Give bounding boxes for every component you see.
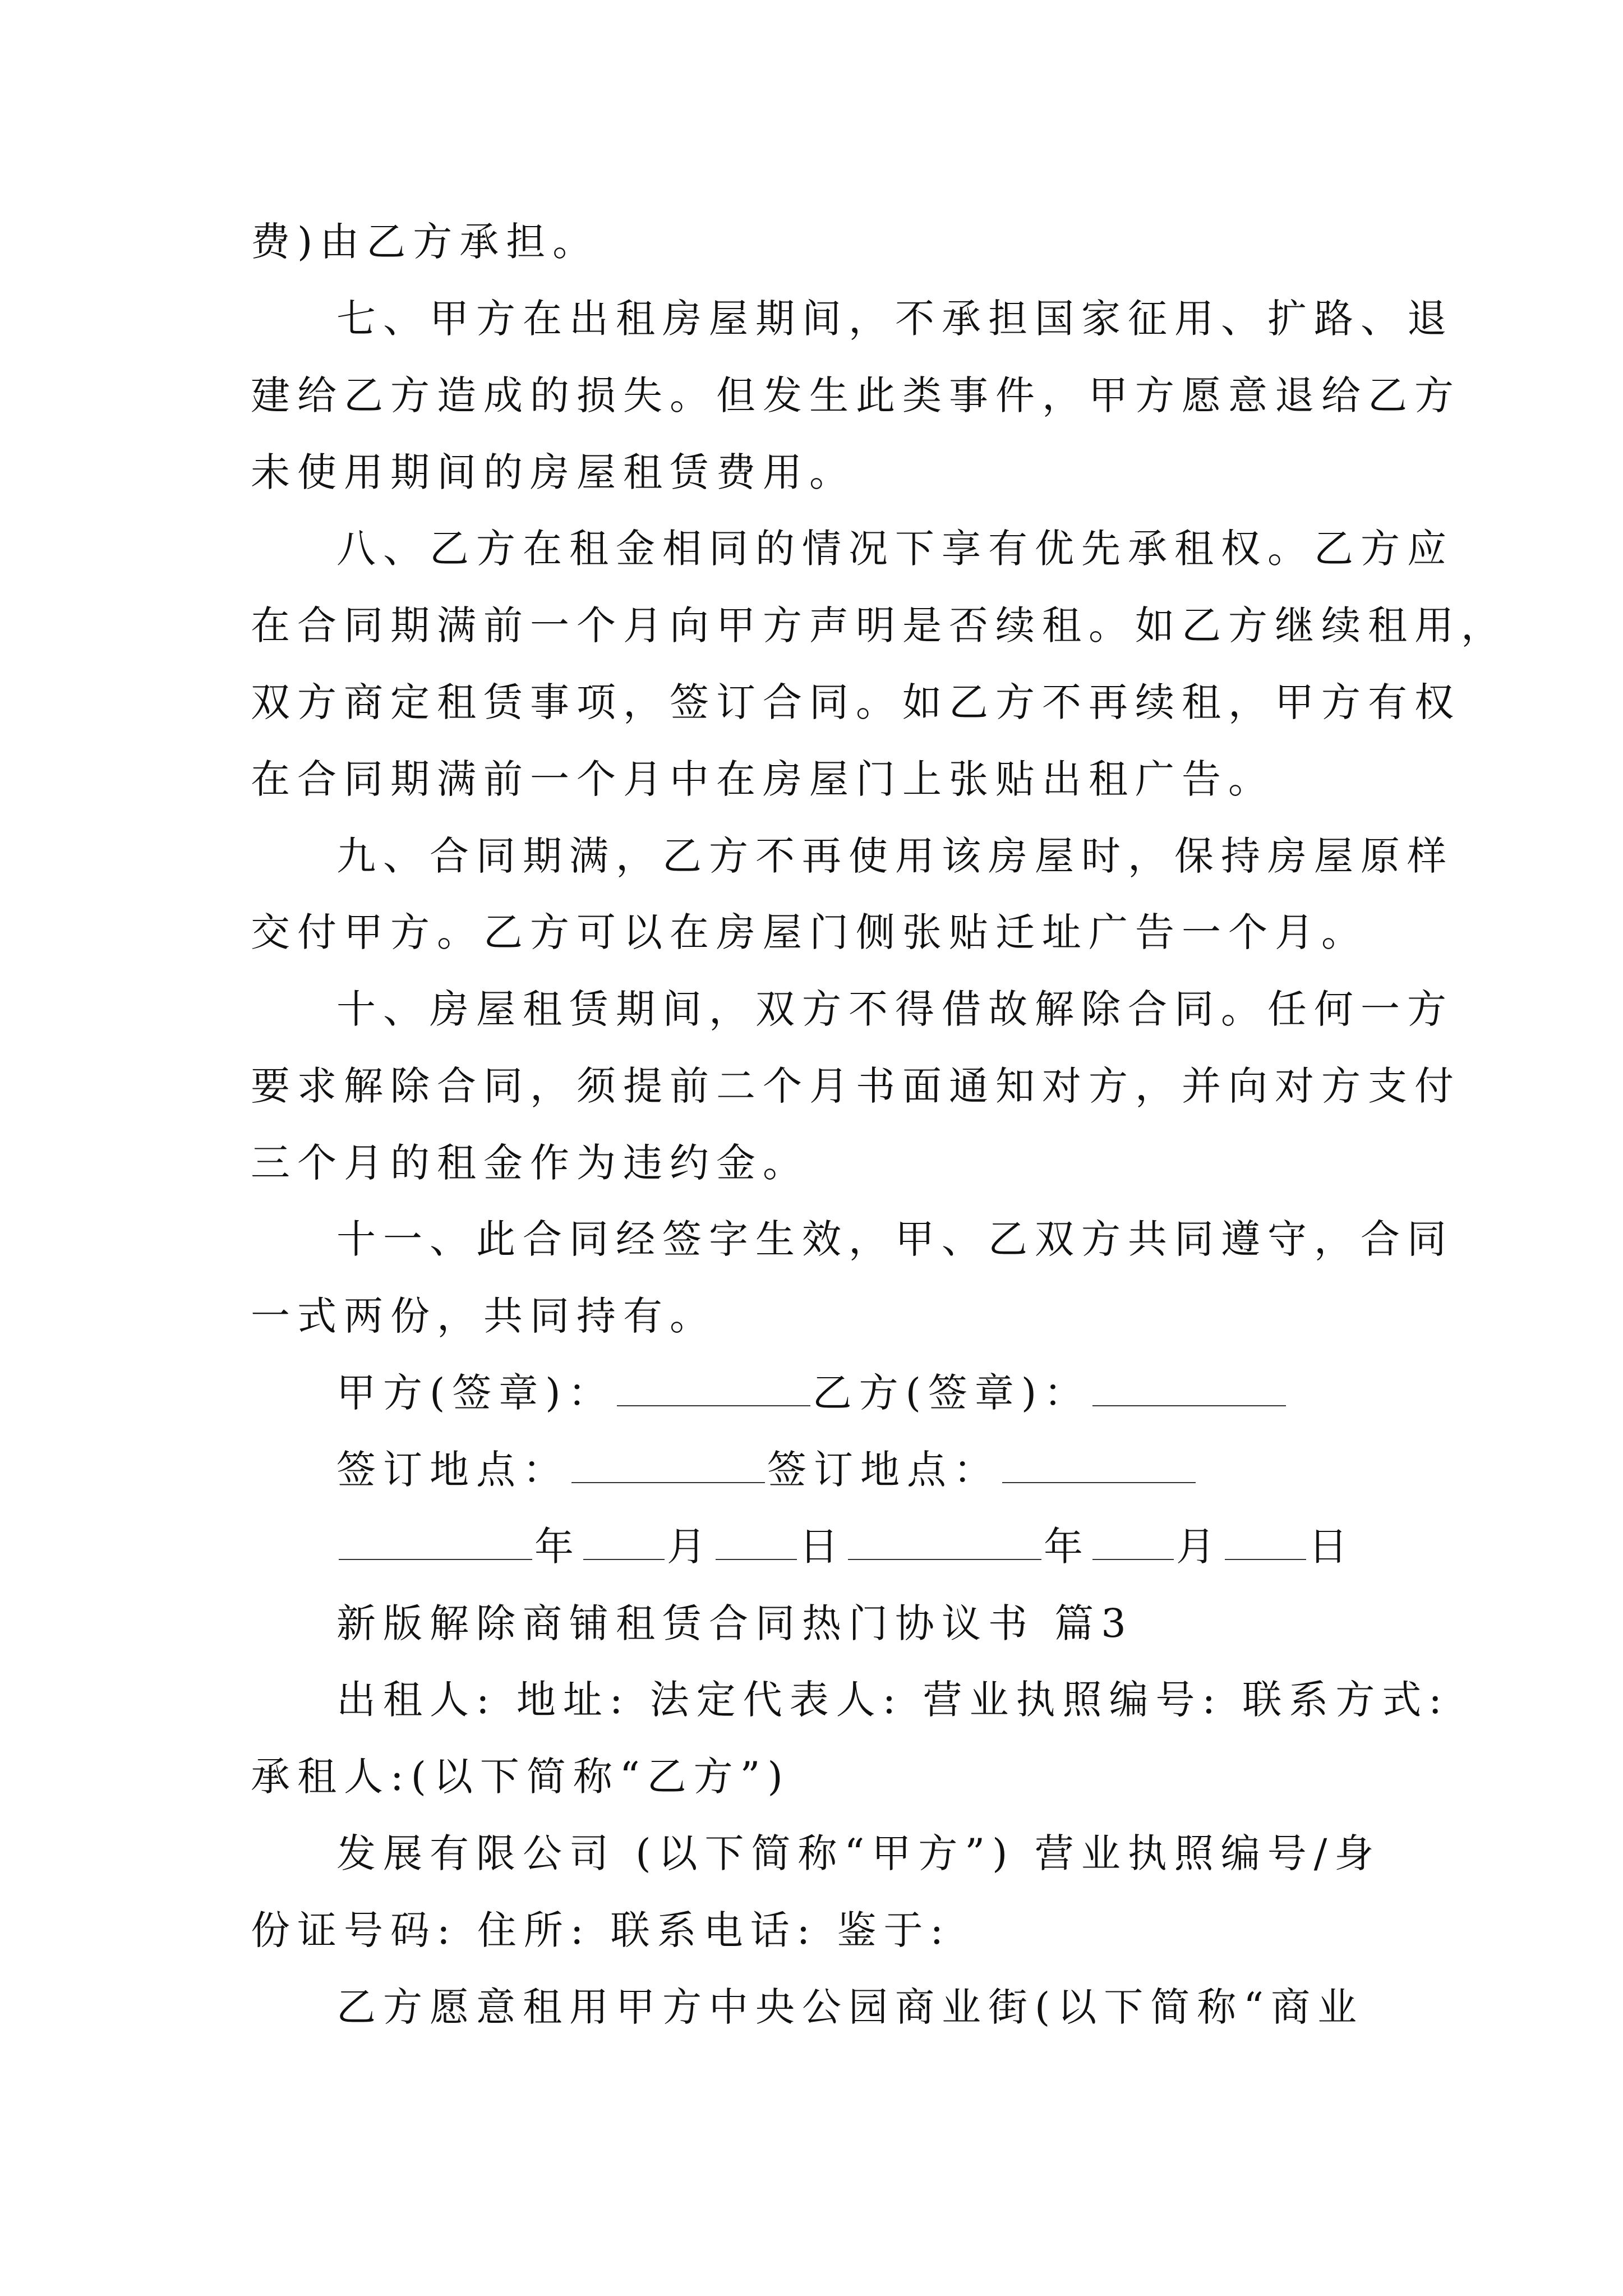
date-month-blank — [583, 1525, 665, 1560]
date-day-blank — [716, 1525, 797, 1560]
signing-place-line — [336, 1444, 1198, 1495]
date-month-blank — [1092, 1525, 1174, 1560]
year-label: 年 — [1044, 1524, 1090, 1570]
section-heading: 新版解除商铺租赁合同热门协议书 篇3 — [336, 1600, 1133, 1646]
date-year-blank — [339, 1525, 532, 1560]
party-b-signature-label: 乙方(签章)： — [812, 1370, 1091, 1416]
party-a-place-blank — [571, 1448, 765, 1483]
paragraph-7-line: 建给乙方造成的损失。但发生此类事件，甲方愿意退给乙方 — [251, 372, 1461, 418]
party-b-place-label: 签订地点： — [767, 1447, 1000, 1493]
date-day-blank — [1225, 1525, 1306, 1560]
year-label: 年 — [534, 1524, 581, 1570]
paragraph-7-line: 未使用期间的房屋租赁费用。 — [251, 449, 856, 495]
paragraph-9-line: 九、合同期满，乙方不再使用该房屋时，保持房屋原样 — [336, 833, 1454, 879]
date-year-blank — [848, 1525, 1041, 1560]
section3-line: 承租人:(以下简称“乙方”) — [251, 1754, 790, 1800]
month-label: 月 — [667, 1524, 713, 1570]
text-line: 费)由乙方承担。 — [251, 219, 600, 265]
paragraph-10-line: 三个月的租金作为违约金。 — [251, 1140, 809, 1186]
paragraph-10-line: 十、房屋租赁期间，双方不得借故解除合同。任何一方 — [336, 986, 1454, 1032]
date-line — [336, 1521, 1355, 1572]
party-a-signature-label: 甲方(签章)： — [336, 1370, 615, 1416]
paragraph-8-line: 在合同期满前一个月向甲方声明是否续租。如乙方继续租用， — [251, 602, 1507, 648]
section3-line: 份证号码: 住所: 联系电话: 鉴于: — [251, 1907, 951, 1953]
paragraph-8-line: 八、乙方在租金相同的情况下享有优先承租权。乙方应 — [336, 526, 1454, 572]
party-b-signature-blank — [1092, 1372, 1286, 1406]
signature-line — [336, 1368, 1288, 1418]
section3-line: 乙方愿意租用甲方中央公园商业街(以下简称“商业 — [336, 1984, 1364, 2030]
paragraph-9-line: 交付甲方。乙方可以在房屋门侧张贴迁址广告一个月。 — [251, 909, 1368, 955]
section3-line: 出租人: 地址: 法定代表人: 营业执照编号: 联系方式: — [336, 1677, 1449, 1723]
day-label: 日 — [799, 1524, 846, 1570]
section3-line: 发展有限公司 (以下简称“甲方”) 营业执照编号/身 — [336, 1830, 1381, 1876]
paragraph-11-line: 十一、此合同经签字生效，甲、乙双方共同遵守，合同 — [336, 1216, 1454, 1262]
day-label: 日 — [1308, 1524, 1355, 1570]
paragraph-11-line: 一式两份，共同持有。 — [251, 1293, 716, 1339]
paragraph-10-line: 要求解除合同，须提前二个月书面通知对方，并向对方支付 — [251, 1063, 1461, 1109]
party-a-place-label: 签订地点： — [336, 1447, 569, 1493]
paragraph-8-line: 双方商定租赁事项，签订合同。如乙方不再续租，甲方有权 — [251, 679, 1461, 725]
paragraph-7-line: 七、甲方在出租房屋期间，不承担国家征用、扩路、退 — [336, 296, 1454, 342]
party-b-place-blank — [1002, 1448, 1196, 1483]
paragraph-8-line: 在合同期满前一个月中在房屋门上张贴出租广告。 — [251, 756, 1275, 802]
party-a-signature-blank — [617, 1372, 810, 1406]
month-label: 月 — [1176, 1524, 1223, 1570]
